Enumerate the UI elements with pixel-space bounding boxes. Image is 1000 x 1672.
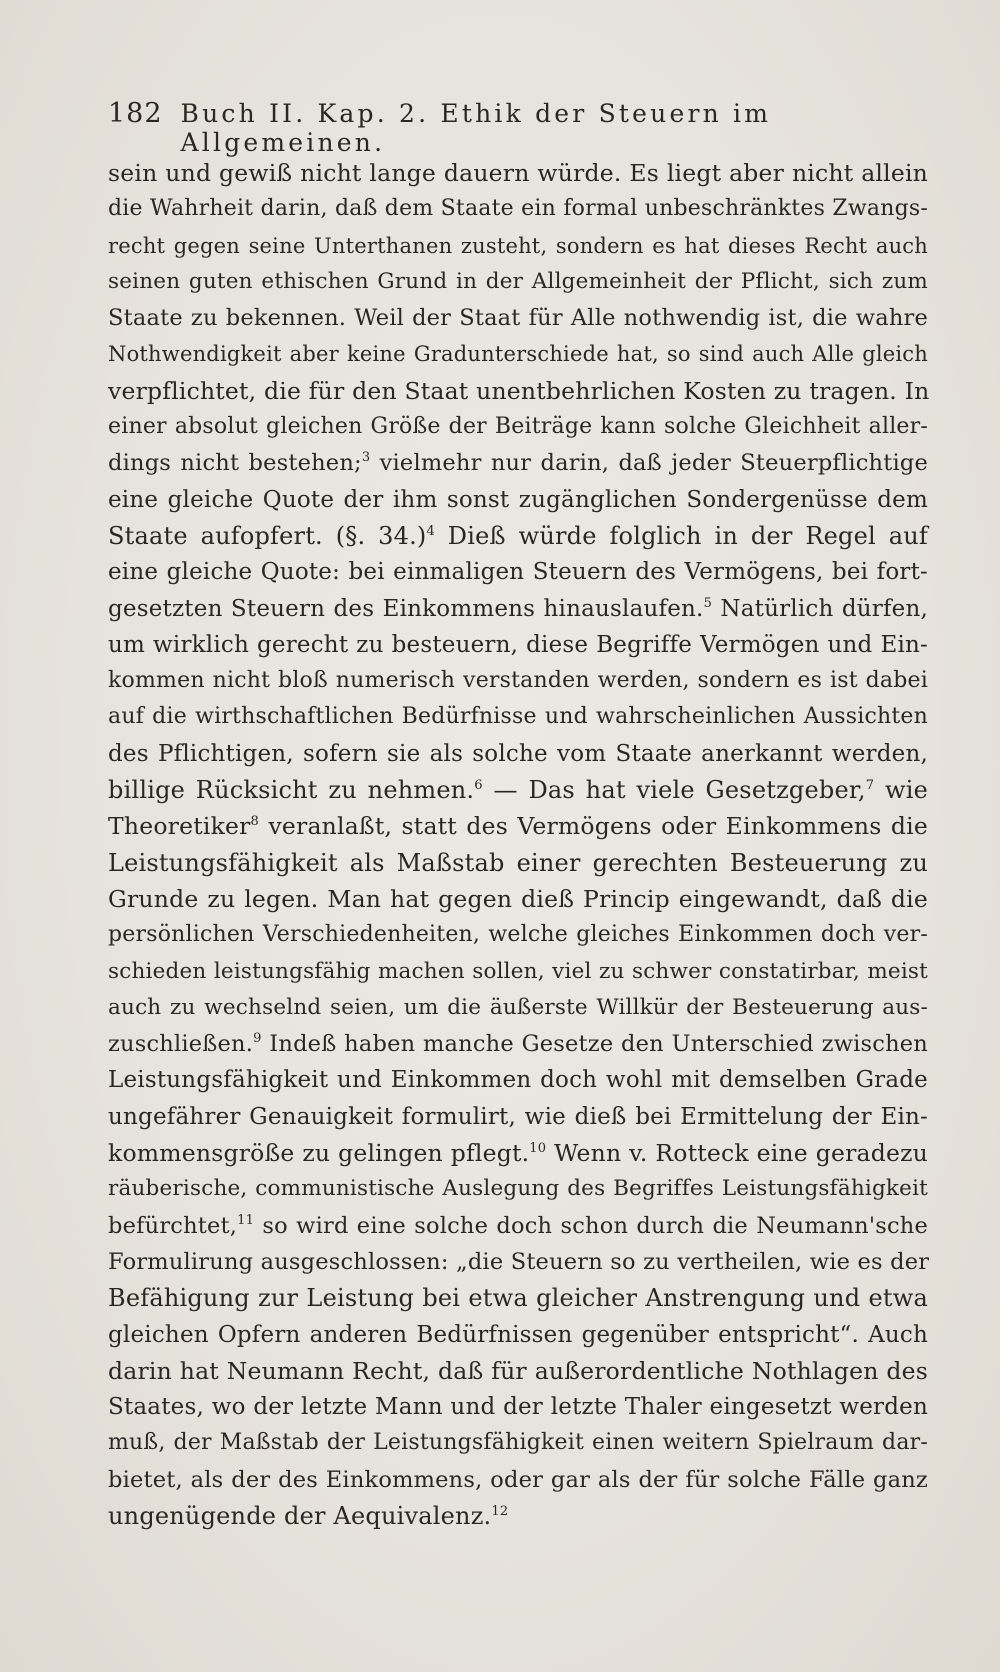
text-line: Formulirung ausgeschlossen: „die Steuern so zu vertheilen, wie es der — [108, 1248, 930, 1275]
page-number: 182 — [108, 98, 163, 129]
text-line: Grunde zu legen. Man hat gegen dieß Princip eingewandt, daß die — [108, 884, 928, 913]
text-line: schieden leistungsfähig machen sollen, viel zu schwer constatirbar, meist — [108, 958, 928, 984]
text-line: muß, der Maßstab der Leistungsfähigkeit einen weitern Spielraum dar- — [108, 1430, 928, 1456]
text-line: kommensgröße zu gelingen pflegt.$^{10}$ Wenn v. Rotteck eine geradezu — [108, 1139, 928, 1168]
footnote-ref: 9 — [253, 1031, 262, 1047]
text-line: seinen guten ethischen Grund in der Allgemeinheit der Pflicht, sich zum — [108, 268, 928, 294]
text-line: Befähigung zur Leistung bei etwa gleicher Anstrengung und etwa — [108, 1284, 928, 1313]
footnote-ref: 8 — [250, 814, 260, 830]
footnote-ref: 4 — [426, 523, 435, 539]
text-line: Staate zu bekennen. Weil der Staat für Alle nothwendig ist, die wahre — [108, 305, 928, 332]
text-line: gleichen Opfern anderen Bedürfnissen gegenüber entspricht“. Auch — [108, 1321, 928, 1348]
text-line: Staates, wo der letzte Mann und der letzte Thaler eingesetzt werden — [108, 1394, 928, 1421]
text-line: eine gleiche Quote der ihm sonst zugänglichen Sondergenüsse dem — [108, 486, 928, 513]
text-line: Staate aufopfert. (§. 34.)$^4$ Dieß würde folglich in der Regel auf — [108, 521, 928, 550]
running-head: Buch II. Kap. 2. Ethik der Steuern im Allgemeinen. — [180, 99, 772, 157]
footnote-ref: 12 — [491, 1503, 509, 1519]
footnote-ref: 3 — [361, 450, 371, 466]
text-line: Leistungsfähigkeit als Maßstab einer gerechten Besteuerung zu — [108, 848, 928, 877]
footnote-ref: 5 — [703, 595, 713, 611]
body-text — [108, 155, 928, 1534]
text-line: ungenügende der Aequivalenz.$^{12}$ — [108, 1501, 509, 1530]
text-line: kommen nicht bloß numerisch verstanden werden, sondern es ist dabei — [108, 668, 928, 694]
footnote-ref: 11 — [237, 1212, 255, 1228]
page-header — [108, 98, 928, 157]
text-line: dings nicht bestehen;$^3$ vielmehr nur darin, daß jeder Steuerpflichtige — [108, 450, 928, 477]
text-line: darin hat Neumann Recht, daß für außerordentliche Nothlagen des — [108, 1356, 928, 1385]
text-line: räuberische, communistische Auslegung des Begriffes Leistungsfähigkeit — [108, 1176, 928, 1202]
footnote-ref: 10 — [529, 1141, 547, 1157]
text-line: sein und gewiß nicht lange dauern würde. Es liegt aber nicht allein — [108, 159, 928, 187]
footnote-ref: 6 — [474, 778, 483, 794]
text-line: des Pflichtigen, sofern sie als solche vom Staate anerkannt werden, — [108, 740, 928, 767]
text-line: auch zu wechselnd seien, um die äußerste Willkür der Besteuerung aus- — [108, 994, 928, 1020]
text-line: auf die wirthschaftlichen Bedürfnisse und wahrscheinlichen Aussichten — [108, 704, 928, 730]
text-line: ungefährer Genauigkeit formulirt, wie dieß bei Ermittelung der Ein- — [108, 1103, 928, 1130]
text-line: die Wahrheit darin, daß dem Staate ein formal unbeschränktes Zwangs- — [108, 196, 928, 222]
text-line: Nothwendigkeit aber keine Gradunterschiede hat, so sind auch Alle gleich — [108, 342, 928, 367]
footnote-ref: 7 — [865, 778, 875, 794]
text-line: um wirklich gerecht zu besteuern, diese Begriffe Vermögen und Ein- — [108, 631, 928, 658]
text-line: recht gegen seine Unterthanen zusteht, sondern es hat dieses Recht auch — [108, 233, 928, 258]
text-line: eine gleiche Quote: bei einmaligen Steuern des Vermögens, bei fort- — [108, 559, 928, 586]
text-line: gesetzten Steuern des Einkommens hinauslaufen.$^5$ Natürlich dürfen, — [108, 595, 929, 622]
text-line: zuschließen.$^9$ Indeß haben manche Gesetze den Unterschied zwischen — [108, 1031, 928, 1058]
text-line: Leistungsfähigkeit und Einkommen doch wohl mit demselben Grade — [108, 1067, 928, 1094]
text-line: billige Rücksicht zu nehmen.$^6$ — Das hat viele Gesetzgeber,$^7$ wie — [108, 776, 928, 805]
text-line: persönlichen Verschiedenheiten, welche gleiches Einkommen doch ver- — [108, 922, 928, 948]
text-line: befürchtet,$^{11}$ so wird eine solche doch schon durch die Neumann'sche — [108, 1212, 928, 1239]
text-line: einer absolut gleichen Größe der Beiträge kann solche Gleichheit aller- — [108, 414, 928, 440]
text-line: verpflichtet, die für den Staat unentbehrlichen Kosten zu tragen. In — [108, 376, 930, 405]
text-line: bietet, als der des Einkommens, oder gar als der für solche Fälle ganz — [108, 1466, 928, 1493]
text-line: Theoretiker$^8$ veranlaßt, statt des Vermögens oder Einkommens die — [108, 812, 928, 841]
